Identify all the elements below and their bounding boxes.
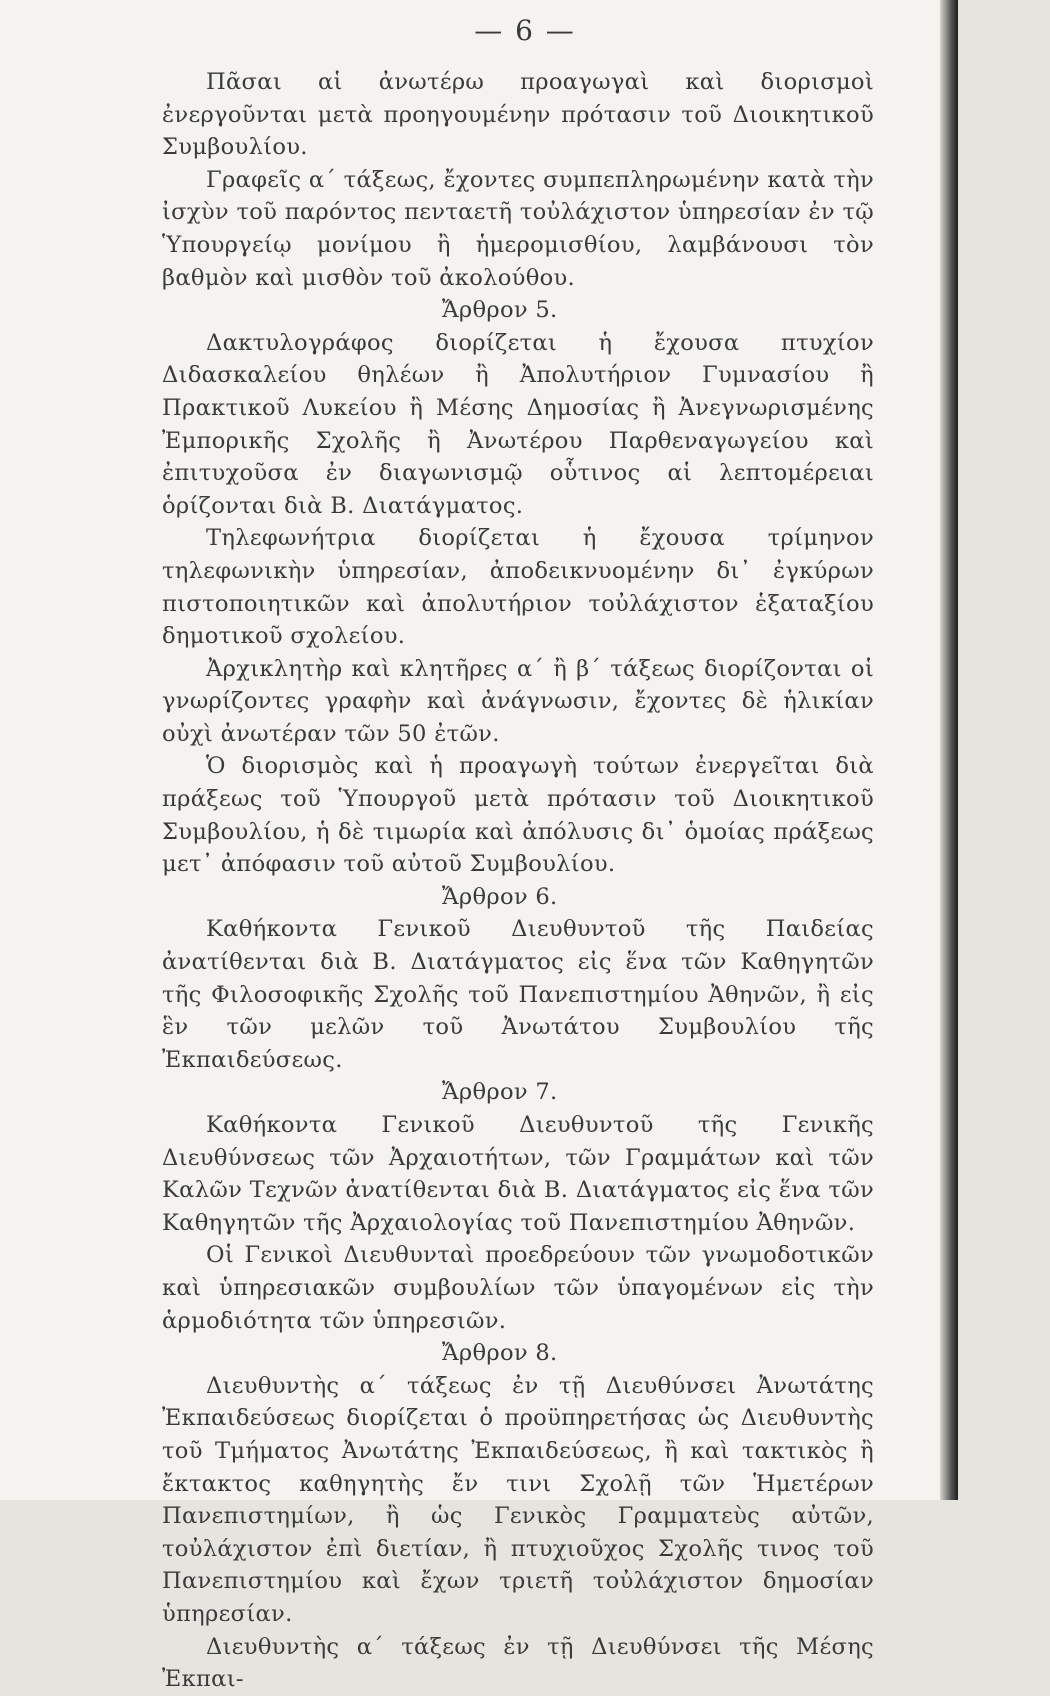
page-number: — 6 — xyxy=(474,14,576,47)
paragraph: Ὁ διορισμὸς καὶ ἡ προαγωγὴ τούτων ἐνεργεῖται διὰ πράξεως τοῦ Ὑπουργοῦ μετὰ πρότασιν τοῦ Διοικητικοῦ Συμβουλίου, ἡ δὲ τιμωρία καὶ ἀπόλυσις δι᾽ ὁμοίας πράξεως μετ᾽ ἀπόφασιν τοῦ αὐτοῦ Συμβουλίου. xyxy=(162,753,874,878)
paragraph: Πᾶσαι αἱ ἀνωτέρω προαγωγαὶ καὶ διορισμοὶ ἐνεργοῦνται μετὰ προηγουμένην πρότασιν τοῦ Διοικητικοῦ Συμβουλίου. xyxy=(162,69,874,161)
paragraph: Καθήκοντα Γενικοῦ Διευθυντοῦ τῆς Παιδείας ἀνατίθενται διὰ Β. Διατάγματος εἰς ἕνα τῶν Καθηγητῶν τῆς Φιλοσοφικῆς Σχολῆς τοῦ Πανεπιστημίου Ἀθηνῶν, ἢ εἰς ἓν τῶν μελῶν τοῦ Ἀνωτάτου Συμβουλίου τῆς Ἐκπαιδεύσεως. xyxy=(162,916,874,1073)
paragraph: Καθήκοντα Γενικοῦ Διευθυντοῦ τῆς Γενικῆς Διευθύνσεως τῶν Ἀρχαιοτήτων, τῶν Γραμμάτων καὶ τῶν Καλῶν Τεχνῶν ἀνατίθενται διὰ Β. Διατάγματος εἰς ἕνα τῶν Καθηγητῶν τῆς Ἀρχαιολογίας τοῦ Πανεπιστημίου Ἀθηνῶν. xyxy=(162,1112,874,1236)
paragraph: Οἱ Γενικοὶ Διευθυνταὶ προεδρεύουν τῶν γνωμοδοτικῶν καὶ ὑπηρεσιακῶν συμβουλίων τῶν ὑπαγομένων εἰς τὴν ἁρμοδιότητα τῶν ὑπηρεσιῶν. xyxy=(162,1242,874,1334)
article-heading: Ἄρθρον 5. xyxy=(442,297,558,324)
page-edge-shadow xyxy=(940,0,958,1500)
article-heading: Ἄρθρον 8. xyxy=(442,1340,558,1367)
paragraph: Διευθυντὴς α΄ τάξεως ἐν τῇ Διευθύνσει Ἀνωτάτης Ἐκπαιδεύσεως διορίζεται ὁ προϋπηρετήσας ὡς Διευθυντὴς τοῦ Τμήματος Ἀνωτάτης Ἐκπαιδεύσεως, ἢ καὶ τακτικὸς ἢ ἔκτακτος καθηγητὴς ἔν τινι Σχολῇ τῶν Ἡμετέρων Πανεπιστημίων, ἢ ὡς Γενικὸς Γραμματεὺς αὐτῶν, τοὐλάχιστον ἐπὶ διετίαν, ἢ πτυχιοῦχος Σχολῆς τινος τοῦ Πανεπιστημίου καὶ ἔχων τριετῆ τοὐλάχιστον δημοσίαν ὑπηρεσίαν. xyxy=(162,1372,874,1627)
article-heading: Ἄρθρον 6. xyxy=(442,883,558,910)
body-text xyxy=(162,66,874,1696)
paragraph: Δακτυλογράφος διορίζεται ἡ ἔχουσα πτυχίον Διδασκαλείου θηλέων ἢ Ἀπολυτήριον Γυμνασίου ἢ Πρακτικοῦ Λυκείου ἢ Μέσης Δημοσίας ἢ Ἀνεγνωρισμένης Ἐμπορικῆς Σχολῆς ἢ Ἀνωτέρου Παρθεναγωγείου καὶ ἐπιτυχοῦσα ἐν διαγωνισμῷ οὗτινος αἱ λεπτομέρειαι ὁρίζονται διὰ Β. Διατάγματος. xyxy=(162,329,874,519)
paragraph: Τηλεφωνήτρια διορίζεται ἡ ἔχουσα τρίμηνον τηλεφωνικὴν ὑπηρεσίαν, ἀποδεικνυομένην δι᾽ ἐγκύρων πιστοποιητικῶν καὶ ἀπολυτήριον τοὐλάχιστον ἑξαταξίου δημοτικοῦ σχολείου. xyxy=(162,525,874,650)
paragraph: Ἀρχικλητὴρ καὶ κλητῆρες α΄ ἢ β΄ τάξεως διορίζονται οἱ γνωρίζοντες γραφὴν καὶ ἀνάγνωσιν, ἔχοντες δὲ ἡλικίαν οὐχὶ ἀνωτέραν τῶν 50 ἐτῶν. xyxy=(162,655,874,747)
paragraph: Γραφεῖς α΄ τάξεως, ἔχοντες συμπεπληρωμένην κατὰ τὴν ἰσχὺν τοῦ παρόντος πενταετῆ τοὐλάχιστον ὑπηρεσίαν ἐν τῷ Ὑπουργείῳ μονίμου ἢ ἡμερομισθίου, λαμβάνουσι τὸν βαθμὸν καὶ μισθὸν τοῦ ἀκολούθου. xyxy=(162,166,874,291)
paragraph: Διευθυντὴς α΄ τάξεως ἐν τῇ Διευθύνσει τῆς Μέσης Ἐκπαι- xyxy=(162,1633,874,1693)
article-heading: Ἄρθρον 7. xyxy=(442,1079,558,1106)
